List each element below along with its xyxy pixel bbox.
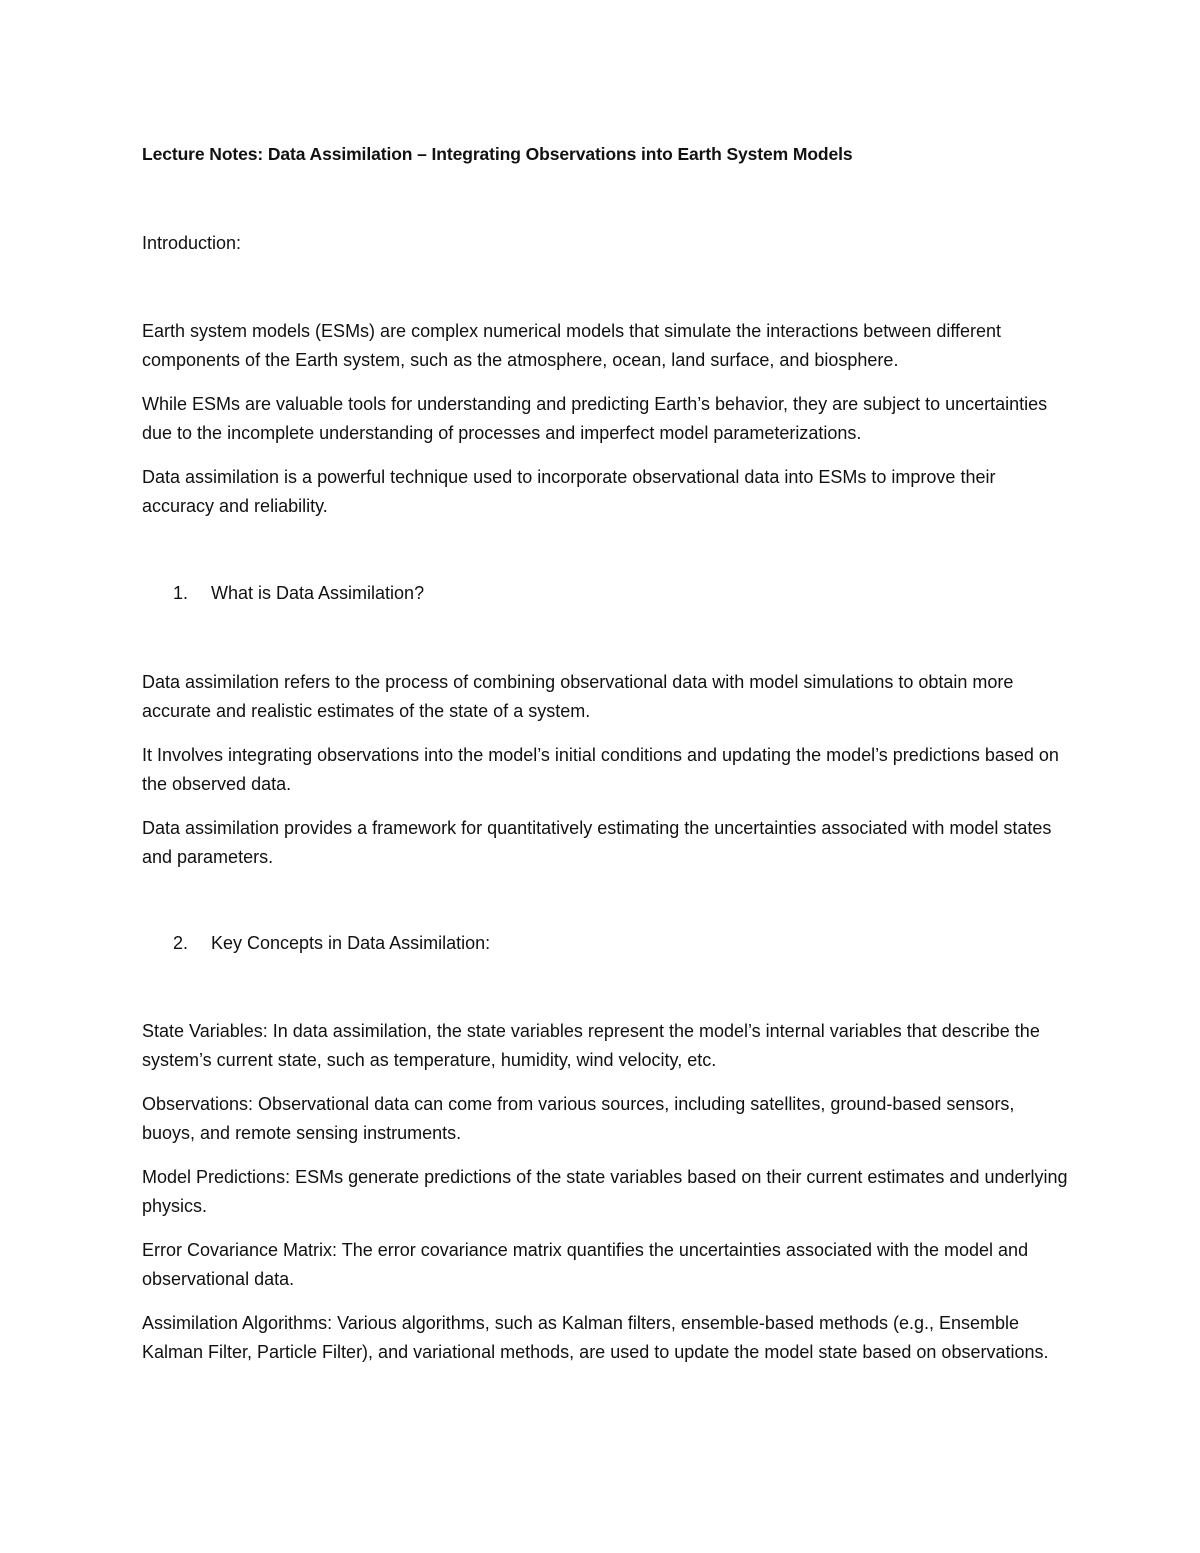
intro-paragraph: While ESMs are valuable tools for understanding and predicting Earth’s behavior, they are subject to uncertainties due to the incomplete understanding of processes and imperfect model parameterizations. [142, 394, 1048, 443]
intro-section [142, 317, 1072, 521]
intro-paragraph: Earth system models (ESMs) are complex numerical models that simulate the interactions between different components of the Earth system, such as the atmosphere, ocean, land surface, and biosphere. [142, 321, 1002, 370]
section1-paragraph: It Involves integrating observations into the model’s initial conditions and updating the model’s predictions based on the observed data. [142, 745, 1059, 794]
section1-paragraph: Data assimilation refers to the process of combining observational data with model simulations to obtain more accurate and realistic estimates of the state of a system. [142, 672, 1014, 721]
section1-paragraph: Data assimilation provides a framework for quantitatively estimating the uncertainties associated with model states and parameters. [142, 818, 1052, 867]
section1-heading-text: What is Data Assimilation? [211, 583, 425, 603]
section1-heading [173, 579, 424, 608]
section1-body [142, 668, 1072, 872]
section2-heading [173, 929, 490, 958]
section2-paragraph: Model Predictions: ESMs generate predictions of the state variables based on their current estimates and underlying physics. [142, 1167, 1068, 1216]
section2-paragraph: State Variables: In data assimilation, the state variables represent the model’s internal variables that describe the system’s current state, such as temperature, humidity, wind velocity, etc. [142, 1021, 1040, 1070]
section2-paragraph: Observations: Observational data can come from various sources, including satellites, ground-based sensors, buoys, and remote sensing instruments. [142, 1094, 1015, 1143]
section2-body [142, 1017, 1072, 1367]
section2-number: 2. [173, 933, 189, 953]
section2-paragraph: Error Covariance Matrix: The error covariance matrix quantifies the uncertainties associated with the model and observational data. [142, 1240, 1029, 1289]
section2-paragraph: Assimilation Algorithms: Various algorithms, such as Kalman filters, ensemble-based methods (e.g., Ensemble Kalman Filter, Particle Filter), and variational methods, are used to update the model state based on observations. [142, 1313, 1049, 1362]
intro-paragraph: Data assimilation is a powerful technique used to incorporate observational data into ESMs to improve their accuracy and reliability. [142, 467, 996, 516]
section2-heading-text: Key Concepts in Data Assimilation: [211, 933, 491, 953]
section1-number: 1. [173, 583, 189, 603]
intro-heading: Introduction: [142, 233, 242, 253]
document-title: Lecture Notes: Data Assimilation – Integrating Observations into Earth System Models [142, 144, 853, 164]
